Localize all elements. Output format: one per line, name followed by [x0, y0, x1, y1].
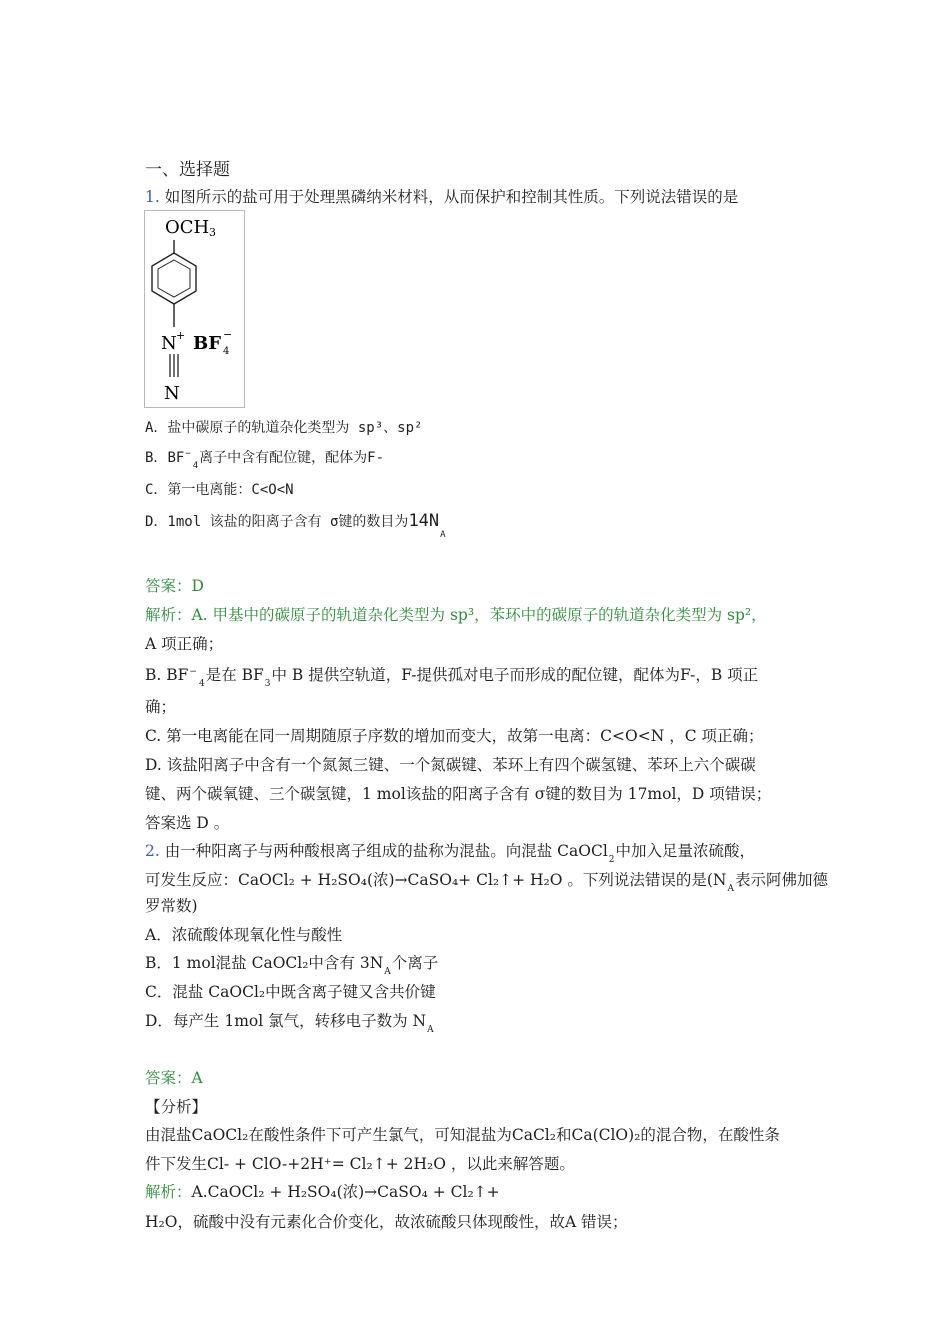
analysis-b-prefix: B.: [145, 666, 167, 684]
bf4-superscript: −: [223, 328, 233, 341]
question-1-stem: [145, 187, 738, 207]
q2-analysis-heading: 【分析】: [145, 1098, 208, 1116]
q1-analysis-line-7: 答案选 D 。: [145, 814, 230, 832]
q2-option-b: [145, 953, 438, 976]
option-b-text: B．1 mol混盐 CaOCl₂中含有 3N: [145, 954, 384, 972]
q2-option-a: A．浓硫酸体现氧化性与酸性: [145, 926, 343, 944]
och3-label: OCH: [165, 217, 210, 238]
analysis-text: 解析：A. 甲基中的碳原子的轨道杂化类型为 sp³，苯环中的碳原子的轨道杂化类型为 sp²，: [145, 606, 767, 624]
question-2-stem-1: [145, 841, 755, 864]
reaction-text: 可发生反应：CaOCl₂ + H₂SO₄(浓)→CaSO₄+ Cl₂↑+ H₂O 。下列说法错误的是(N: [145, 871, 727, 889]
option-b-prefix: B．: [145, 450, 168, 466]
q2-answer: 答案：A: [145, 1069, 203, 1087]
bf-text: BF: [167, 450, 185, 466]
n-plus-superscript: +: [176, 329, 186, 342]
q1-analysis-line-6: 键、两个碳氧键、三个碳氢键，1 mol该盐的阳离子含有 σ键的数目为 17mol，D 项错误；: [145, 785, 772, 803]
diazonium-structure-diagram: [145, 211, 244, 407]
q2-analysis-line-1: 由混盐CaOCl₂在酸性条件下可产生氯气，可知混盐为CaCl₂和Ca(ClO)₂的混合物，在酸性条: [145, 1126, 780, 1144]
bf4-subscript: 4: [223, 346, 230, 357]
analysis-bf-sub: 4: [198, 679, 205, 689]
q2-option-d: [145, 1011, 435, 1034]
n-plus-label: N: [161, 333, 177, 354]
benzene-inner-ring: [158, 260, 190, 297]
q1-analysis-line-1: [145, 605, 767, 625]
option-d-text: D．1mol 该盐的阳离子含有 σ键的数目为: [145, 514, 409, 530]
q1-analysis-line-5: D. 该盐阳离子中含有一个氮氮三键、一个氮碳键、苯环上有四个碳氢键、苯环上六个碳碳: [145, 756, 756, 774]
jiexi-label: 解析：: [145, 1183, 192, 1201]
question-2-stem-2: [145, 870, 828, 893]
q1-option-a: A．盐中碳原子的轨道杂化类型为 sp³、sp²: [145, 420, 423, 436]
question-number: 1.: [145, 188, 160, 206]
analysis-bf3-sub: 3: [264, 679, 271, 689]
q1-analysis-line-4: C. 第一电离能在同一周期随原子序数的增加而变大，故第一电离：C<O<N ，C 项正确；: [145, 727, 764, 745]
na-subscript: A: [727, 884, 734, 894]
q1-analysis-line-2: A 项正确；: [145, 635, 224, 653]
structure-figure: [144, 210, 245, 408]
question-text: 如图所示的盐可用于处理黑磷纳米材料，从而保护和控制其性质。下列说法错误的是: [164, 188, 739, 206]
stem-subscript: 2: [608, 855, 615, 865]
section-title: 一、选择题: [145, 160, 230, 180]
analysis-bf-sup: −: [189, 667, 197, 677]
option-d-subscript: A: [440, 530, 446, 540]
q2-jiexi-line-1: [145, 1182, 500, 1202]
reaction-text-post: 表示阿佛加德: [735, 871, 829, 889]
jiexi-text: A.CaOCl₂ + H₂SO₄(浓)→CaSO₄ + Cl₂↑+: [191, 1183, 500, 1201]
option-b-subscript: A: [384, 967, 391, 977]
q2-jiexi-line-2: H₂O，硫酸中没有元素化合价变化，故浓硫酸只体现酸性，故A 错误；: [145, 1213, 628, 1231]
question-text-post: 中加入足量浓硫酸，: [615, 842, 756, 860]
question-number: 2.: [145, 842, 160, 860]
option-b-post: 个离子: [391, 954, 439, 972]
option-d-value: 14N: [408, 511, 440, 531]
benzene-ring: [152, 253, 196, 304]
q1-option-b: [145, 448, 384, 470]
option-b-text: 离子中含有配位键，配体为F-: [199, 450, 384, 466]
option-d-text: D．每产生 1mol 氯气，转移电子数为 N: [145, 1012, 427, 1030]
option-d-subscript: A: [427, 1025, 434, 1035]
q1-analysis-line-3: 确；: [145, 698, 177, 716]
question-text: 由一种阳离子与两种酸根离子组成的盐称为混盐。向混盐 CaOCl: [164, 842, 608, 860]
och3-subscript: 3: [209, 226, 216, 239]
q1-answer: 答案：D: [145, 577, 204, 595]
bf-subscript: 4: [192, 461, 199, 471]
n-bottom-label: N: [164, 383, 180, 404]
q1-option-d: [145, 511, 447, 540]
q1-option-c: C．第一电离能：C<O<N: [145, 482, 294, 498]
q2-analysis-line-2: 件下发生Cl- + ClO-+2H⁺= Cl₂↑+ 2H₂O ，以此来解答题。: [145, 1155, 575, 1173]
bf4-label: BF: [193, 333, 221, 354]
bf-superscript: −: [185, 449, 191, 459]
q2-option-c: C．混盐 CaOCl₂中既含离子键又含共价键: [145, 983, 436, 1001]
analysis-b-mid: 是在 BF: [205, 666, 264, 684]
analysis-bf: BF: [166, 666, 189, 684]
analysis-b-post: 中 B 提供空轨道，F-提供孤对电子而形成的配位键，配体为F-，B 项正: [271, 666, 759, 684]
q1-analysis-b: [145, 665, 758, 688]
question-2-stem-3: 罗常数): [145, 897, 198, 915]
